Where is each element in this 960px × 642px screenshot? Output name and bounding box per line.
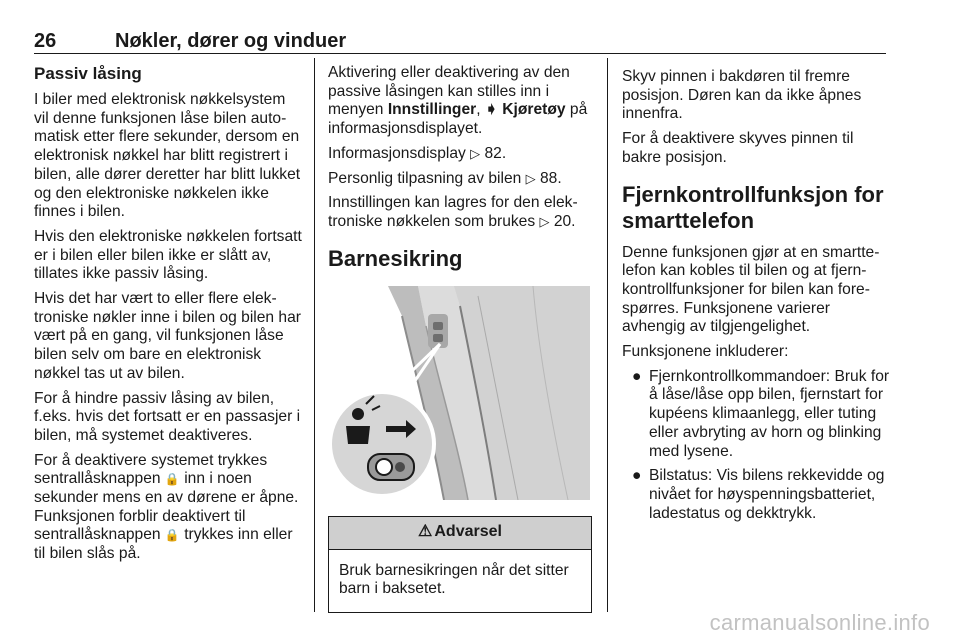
paragraph: Hvis det har vært to eller flere elektroniske nøkler inne i bilen og bilen har vært på en gang, vil funksjonen låse bilen selv om bare en elektronisk nøkkel tas ut av bilen. (34, 290, 301, 382)
paragraph (34, 452, 302, 564)
lock-icon: 🔒 (164, 472, 180, 487)
page-ref: 88. (540, 169, 562, 187)
column-2 (328, 64, 592, 613)
page-number: 26 (34, 30, 57, 52)
chapter-title: Nøkler, dører og vinduer (115, 30, 347, 52)
watermark: carmanualsonline.info (709, 610, 930, 635)
paragraph: Denne funksjonen gjør at en smarttelefon kan kobles til bilen og at fjernkontrollfunksjoner for bilen kan forespørres. Funksjonene varierer avhengig av tilgjengelighet. (622, 243, 880, 336)
warning-box (328, 516, 592, 613)
list-item (622, 467, 890, 523)
paragraph: Funksjonene inkluderer: (622, 343, 789, 361)
text-span: på informasjonsdisplayet. (328, 101, 588, 138)
warning-header (329, 517, 591, 550)
bullet-icon: ● (632, 367, 642, 385)
column-divider-1 (314, 58, 315, 612)
paragraph: For å deaktivere skyves pinnen til bakre posisjon. (622, 130, 854, 166)
child-lock-heading: Barnesikring (328, 245, 463, 271)
lock-icon: 🔒 (164, 528, 180, 543)
text-span: Informasjonsdisplay (328, 144, 466, 162)
menu-label-vehicle: Kjøretøy (502, 101, 566, 119)
text-span: Innstillingen kan lagres for den elektroniske nøkkelen som brukes (328, 194, 578, 230)
paragraph (328, 170, 592, 189)
menu-arrow-icon: ➧ (484, 101, 498, 119)
passive-locking-heading: Passiv låsing (34, 64, 142, 83)
text-span: For å deaktivere systemet trykkes sentrallåsknappen (34, 451, 268, 488)
paragraph: Skyv pinnen i bakdøren til fremre posisjon. Døren kan da ikke åpnes innenfra. (622, 68, 862, 123)
column-1 (34, 64, 302, 570)
paragraph: I biler med elektronisk nøkkelsystem vil denne funksjonen låse bilen automatisk etter flere sekunder, dersom en elektronisk nøkkel har blitt registrert i bilen, alle dører deretter har blitt lukket og den elektroniske nøkkelen ikke finnes i bilen. (34, 91, 301, 221)
text-span: Personlig tilpasning av bilen (328, 169, 522, 187)
paragraph: Aktivering eller deaktivering av den passive låsingen kan stilles inn i menyen Innstillinger, ➧ Kjøretøy på informasjonsdisplayet. (328, 64, 588, 138)
page-ref-icon: ▷ (539, 213, 550, 229)
page-ref-icon: ▷ (525, 170, 536, 186)
paragraph (328, 145, 592, 164)
column-3 (622, 68, 890, 529)
warning-icon: ⚠ (418, 523, 433, 541)
list-item (622, 368, 890, 462)
text-span: inn i noen sekunder mens en av dørene er åpne. Funksjonen forblir deaktivert til sentrallåsknappen (34, 470, 299, 544)
menu-label-settings: Innstillinger (387, 101, 477, 119)
page-ref-icon: ▷ (470, 145, 481, 161)
column-divider-2 (607, 58, 608, 612)
warning-text: Bruk barnesikringen når det sitter barn i baksetet. (339, 561, 569, 598)
list-item-text: Fjernkontrollkommandoer: Bruk for å låse/låse opp bilen, fjernstart for kupéens klimaanlegg, eller tuting eller avbryting av horn og blinking med lysene. (649, 367, 890, 460)
bullet-icon: ● (632, 467, 642, 485)
child-lock-illustration (328, 286, 590, 500)
feature-list (622, 368, 890, 524)
page-ref: 82. (484, 144, 507, 162)
text-span: trykkes inn eller til bilen slås på. (34, 526, 293, 563)
paragraph (328, 194, 592, 231)
paragraph: For å hindre passiv låsing av bilen, f.eks. hvis det fortsatt er en passasjer i bilen, må systemet deaktiveres. (34, 389, 301, 444)
warning-title: Advarsel (434, 523, 502, 541)
smartphone-remote-heading: Fjernkontrollfunksjon for smarttelefon (622, 181, 884, 233)
paragraph: Hvis den elektroniske nøkkelen fortsatt er i bilen eller bilen ikke er slått av, tillates ikke passiv låsing. (34, 227, 302, 283)
text-span: Aktivering eller deaktivering av den passive låsingen kan stilles inn i menyen (328, 64, 570, 119)
list-item-text: Bilstatus: Vis bilens rekkevidde og nivået for høyspenningsbatteriet, ladestatus og dekktrykk. (649, 467, 885, 522)
header-rule (34, 53, 886, 54)
page-ref: 20. (553, 212, 576, 230)
door-illustration (328, 286, 590, 500)
page-header (34, 30, 886, 52)
